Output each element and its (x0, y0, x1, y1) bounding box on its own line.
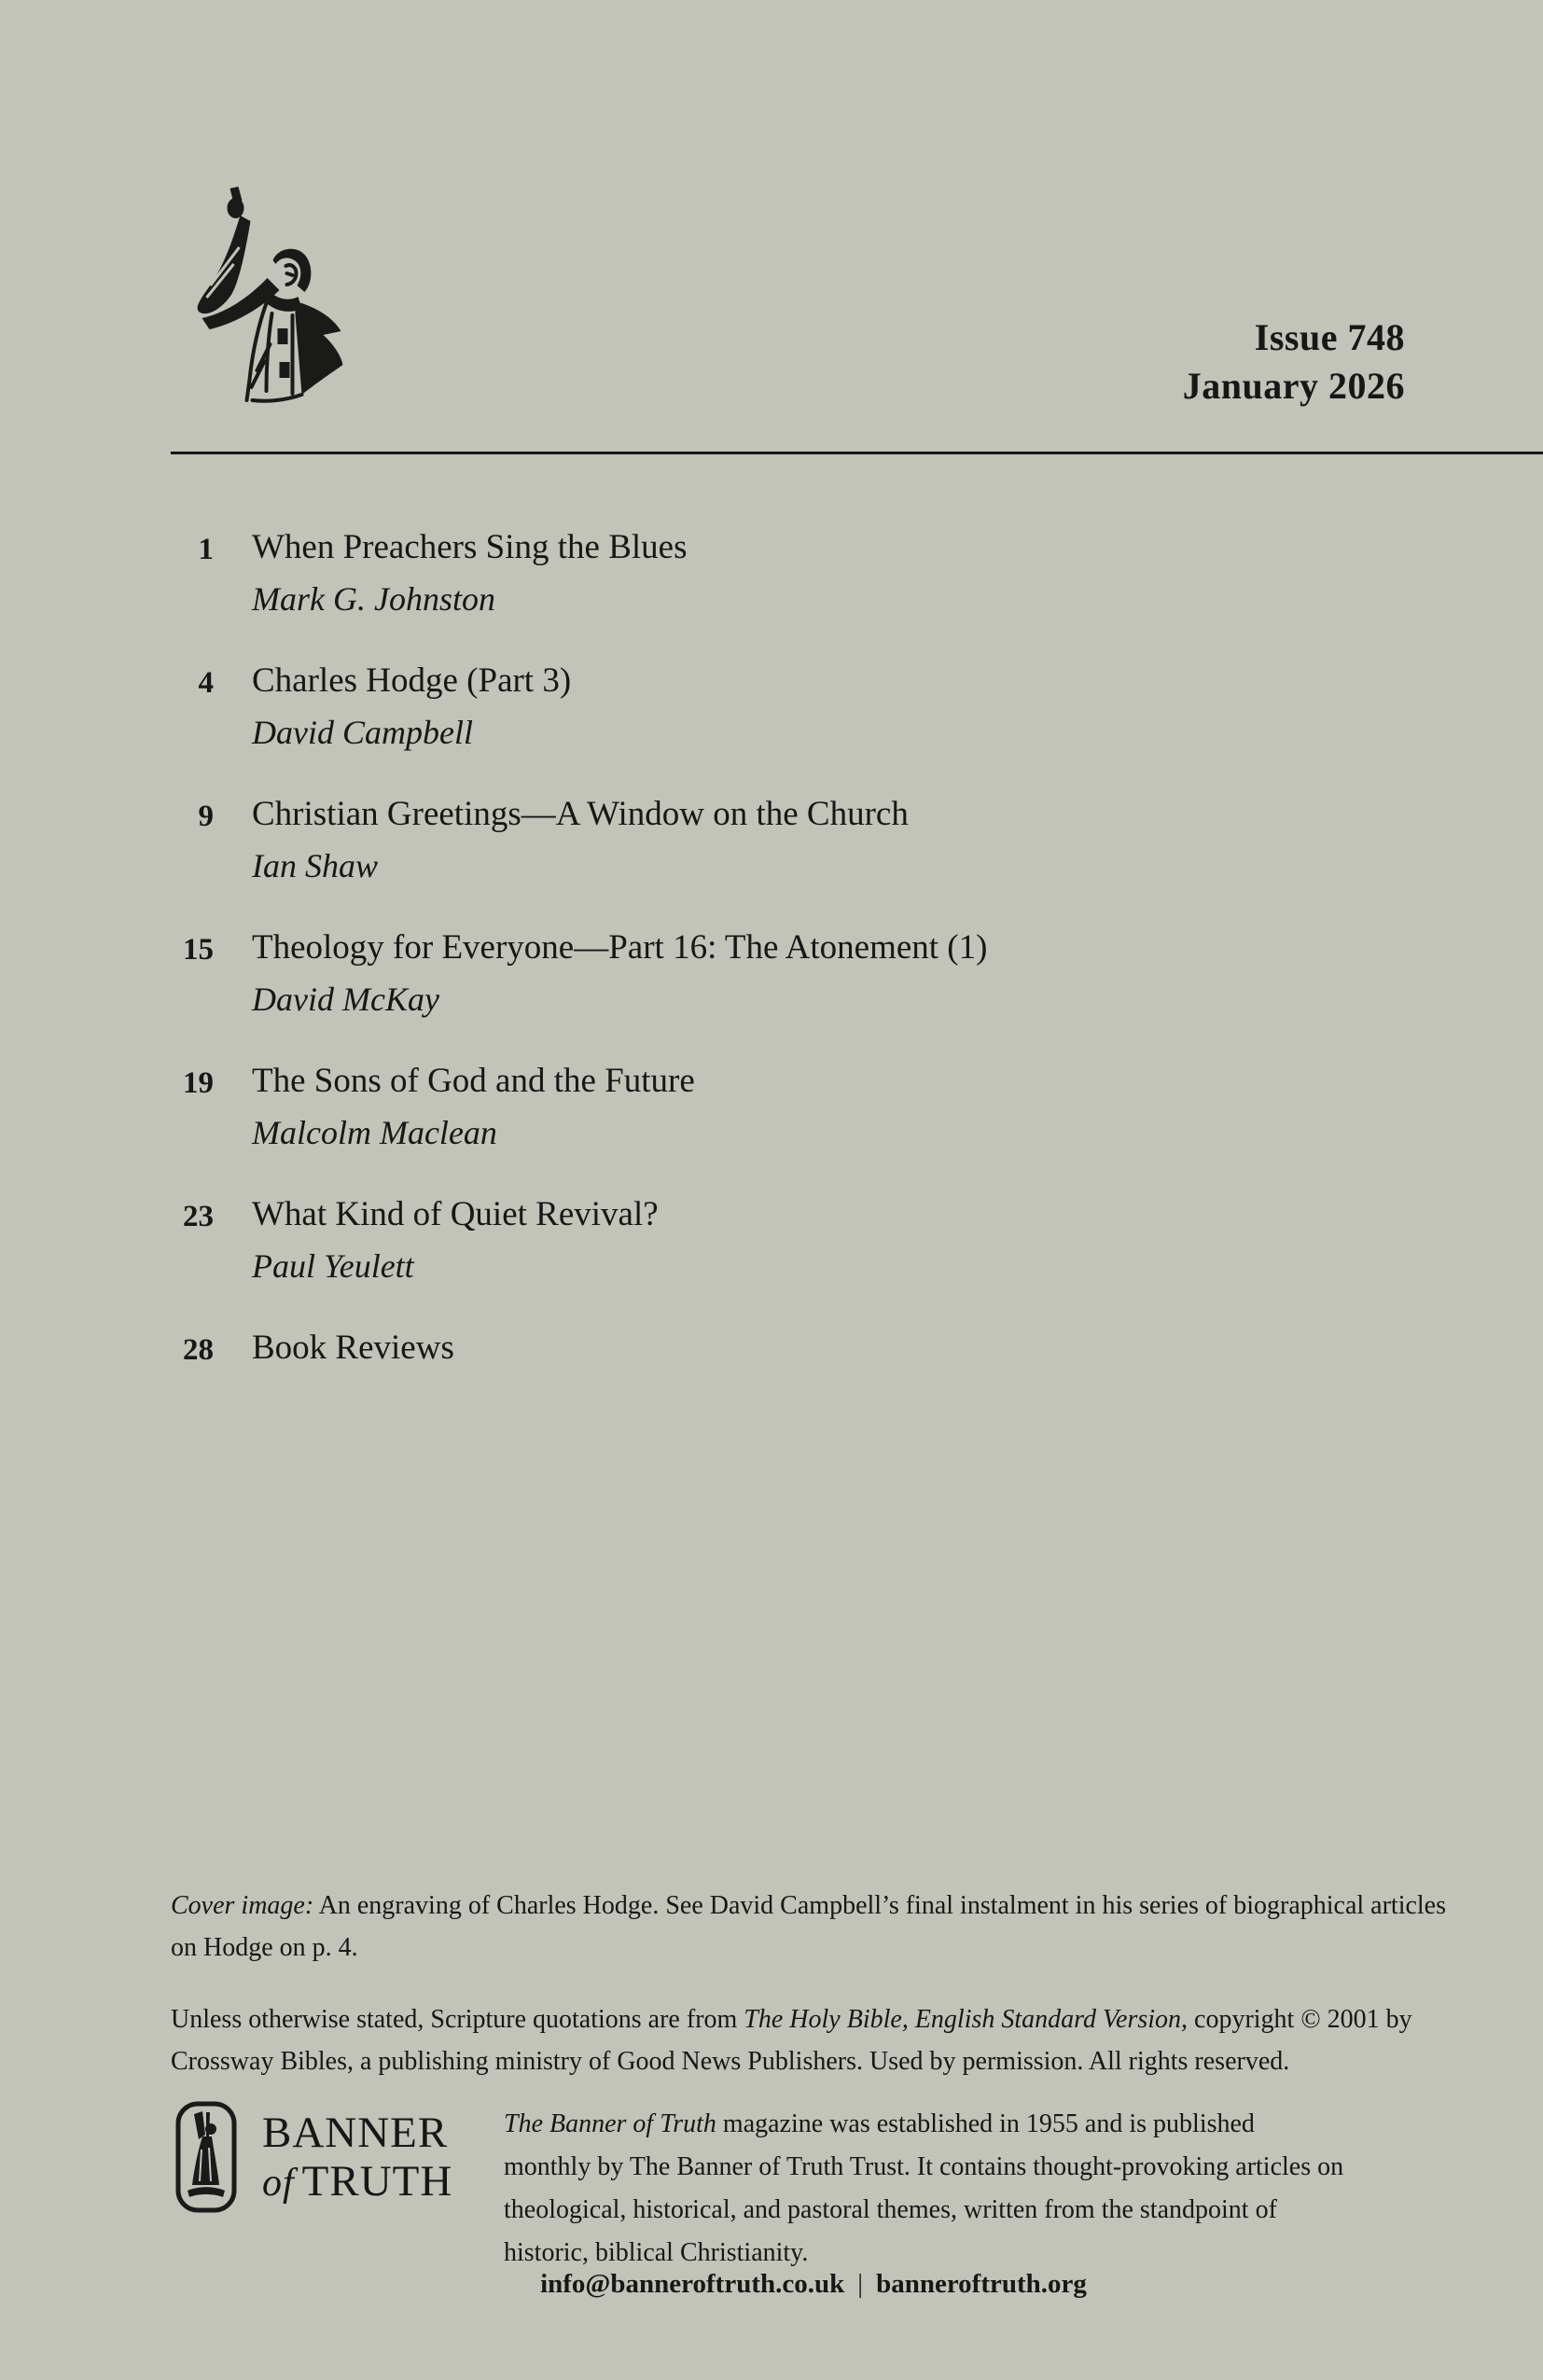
toc-entry (171, 795, 1346, 885)
toc-page-number: 23 (183, 1200, 214, 1233)
toc-title: When Preachers Sing the Blues (252, 528, 688, 566)
wordmark-truth: TRUTH (301, 2157, 453, 2206)
publisher-description-text: magazine was established in 1955 and is published monthly by The Banner of Truth Trust. It contains thought-provoking articles on theological, historical, and pastoral themes, written from the standpoint of historic, biblical Christianity. (504, 2109, 1344, 2267)
table-of-contents (171, 528, 1346, 1423)
toc-page-number: 4 (198, 666, 214, 700)
toc-author: David Campbell (252, 714, 473, 751)
toc-page-number: 9 (198, 800, 214, 833)
publisher-block (171, 2097, 1456, 2267)
toc-entry (171, 661, 1346, 752)
toc-title: The Sons of God and the Future (252, 1062, 695, 1100)
contact-separator: | (857, 2269, 864, 2299)
contact-website: banneroftruth.org (876, 2269, 1087, 2299)
toc-page-number: 19 (183, 1066, 214, 1100)
publisher-wordmark (262, 2109, 452, 2207)
banner-figure-icon (179, 187, 370, 406)
cover-image-label: Cover image: (171, 1891, 314, 1920)
cover-image-text: An engraving of Charles Hodge. See David Campbell’s final instalment in his series of biographical articles on Hodge on p. 4. (171, 1891, 1447, 1962)
toc-author: Malcolm Maclean (252, 1114, 497, 1151)
toc-page-number: 28 (183, 1333, 214, 1367)
toc-title: Book Reviews (252, 1329, 454, 1367)
wordmark-line-2 (262, 2157, 452, 2207)
toc-page-number: 15 (183, 933, 214, 967)
scripture-note-text-1: Unless otherwise stated, Scripture quotations are from (171, 2005, 744, 2034)
toc-title: Charles Hodge (Part 3) (252, 661, 572, 700)
toc-author: Paul Yeulett (252, 1247, 414, 1285)
toc-title: What Kind of Quiet Revival? (252, 1195, 659, 1233)
toc-title: Theology for Everyone—Part 16: The Atonement (1) (252, 928, 988, 967)
scripture-note-text-2: copyright © 2001 by Crossway Bibles, a publishing ministry of Good News Publishers. Used by permission. All rights reserved. (171, 2005, 1412, 2076)
publisher-description (504, 2103, 1348, 2275)
issue-block (1183, 313, 1405, 411)
issue-date: January 2026 (1182, 365, 1405, 407)
toc-title: Christian Greetings—A Window on the Church (252, 795, 909, 833)
toc-author: Ian Shaw (252, 847, 378, 884)
toc-entry (171, 1329, 1346, 1380)
issue-number: Issue 748 (1254, 316, 1405, 358)
cover-image-note (171, 1885, 1456, 1969)
scripture-note-bible-title: The Holy Bible, English Standard Version, (744, 2005, 1189, 2034)
contact-email: info@banneroftruth.co.uk (540, 2269, 845, 2299)
header-divider (171, 452, 1543, 454)
publisher-description-title: The Banner of Truth (504, 2109, 716, 2138)
scripture-note (171, 1998, 1456, 2082)
wordmark-line-1: BANNER (262, 2109, 449, 2157)
toc-entry (171, 1062, 1346, 1152)
toc-entry (171, 1195, 1346, 1286)
wordmark-of: of (262, 2162, 295, 2205)
banner-of-truth-oval-logo-icon (175, 2101, 237, 2213)
toc-entry (171, 528, 1346, 619)
toc-page-number: 1 (198, 533, 214, 566)
toc-author: David McKay (252, 981, 439, 1018)
toc-author: Mark G. Johnston (252, 580, 495, 618)
contact-line (171, 2267, 1456, 2301)
toc-entry (171, 928, 1346, 1019)
